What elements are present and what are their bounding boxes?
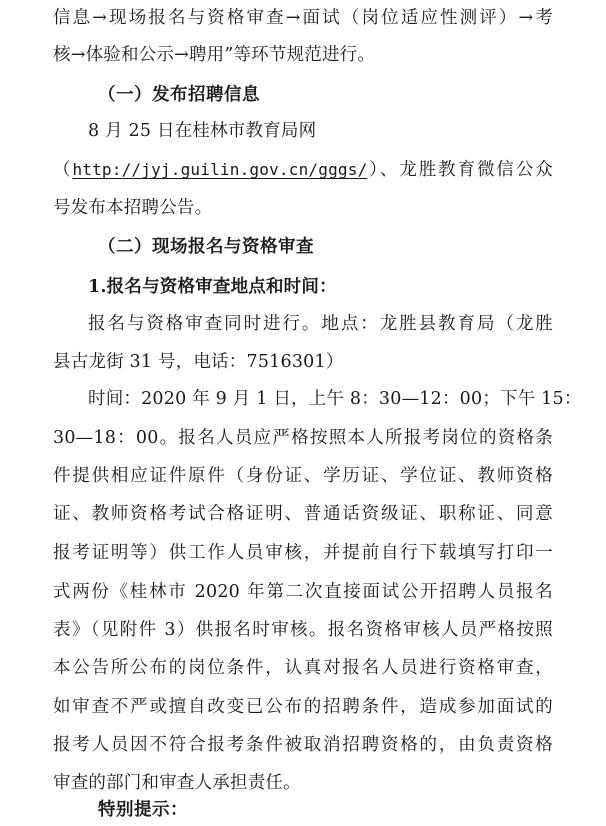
intro-line-1: 信息→现场报名与资格审查→面试（岗位适应性测评）→考 (53, 8, 553, 28)
section-1-line-3: 号发布本招聘公告。 (53, 198, 213, 218)
time-line-5: 报考证明等）供工作人员审核，并提前自行下载填写打印一 (53, 543, 553, 563)
section-1-line-2 (53, 155, 553, 185)
time-line-4: 证、教师资格考试合格证明、普通话资级证、职称证、同意 (53, 504, 553, 524)
time-line-11: 审查的部门和审查人承担责任。 (53, 773, 301, 793)
time-line-8: 本公告所公布的岗位条件，认真对报名人员进行资格审查， (53, 658, 553, 678)
time-line-9: 如审查不严或擅自改变已公布的招聘条件，造成参加面试的 (53, 697, 553, 717)
intro-line-2: 核→体验和公示→聘用”等环节规范进行。 (53, 45, 376, 65)
time-line-2: 30—18：00。报名人员应严格按照本人所报考岗位的资格条 (53, 428, 553, 448)
time-line-1: 时间：2020 年 9 月 1 日，上午 8：30—12：00；下午 15： (88, 389, 582, 409)
time-line-7: 表》（见附件 3）供报名时审核。报名资格审核人员严格按照 (53, 620, 553, 640)
section-1-line-2-rest: ）、龙胜教育微信公众 (367, 160, 554, 180)
location-line-1: 报名与资格审查同时进行。地点：龙胜县教育局（龙胜 (88, 314, 553, 334)
time-line-10: 报考人员因不符合报考条件被取消招聘资格的，由负责资格 (53, 735, 553, 755)
location-line-2: 县古龙街 31 号，电话：7516301） (53, 352, 344, 372)
announcement-link[interactable]: http://jyj.guilin.gov.cn/gggs/ (72, 160, 368, 179)
time-line-6: 式两份《桂林市 2020 年第二次直接面试公开招聘人员报名 (53, 582, 553, 602)
section-1-line-1: 8 月 25 日在桂林市教育局网 (88, 121, 317, 141)
section-2-sub-heading: 1.报名与资格审查地点和时间： (88, 277, 337, 297)
section-2-heading: （二）现场报名与资格审查 (98, 237, 314, 257)
special-note-heading: 特别提示： (98, 800, 188, 820)
time-line-3: 件提供相应证件原件（身份证、学历证、学位证、教师资格 (53, 466, 553, 486)
paren-open: （ (53, 160, 73, 180)
section-1-heading: （一）发布招聘信息 (98, 85, 260, 105)
